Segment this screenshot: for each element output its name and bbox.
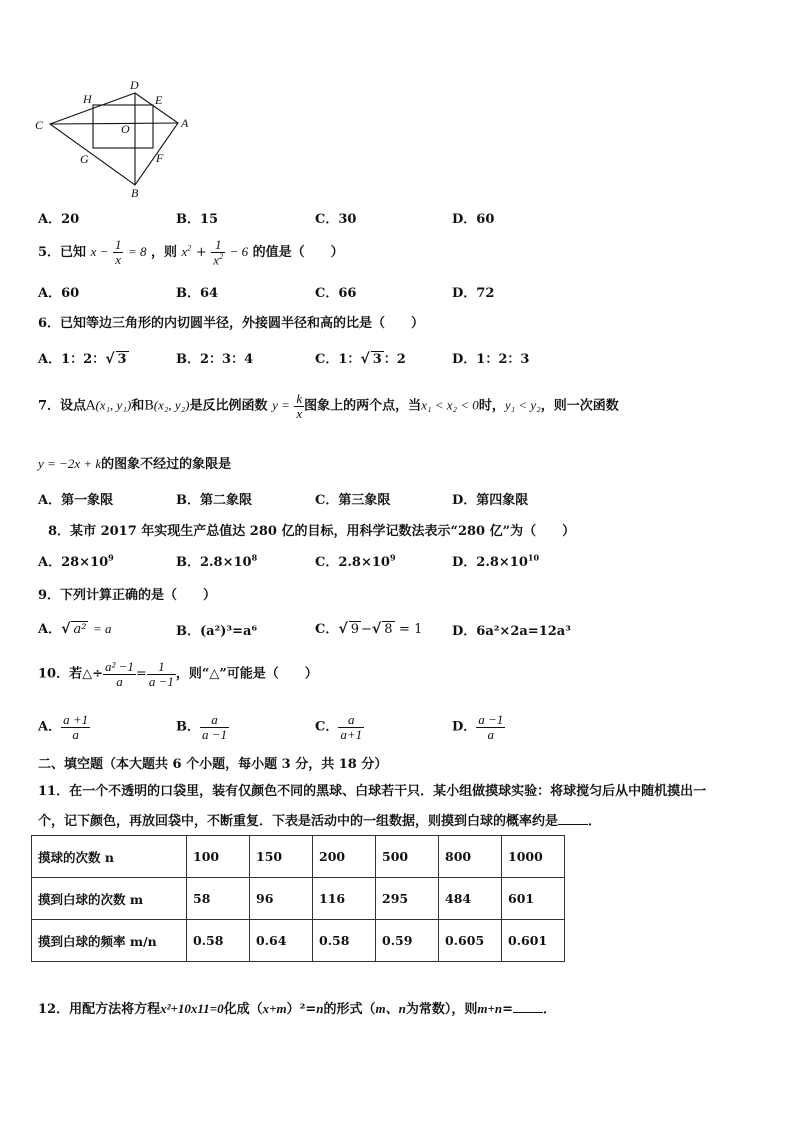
q8-stem: 8．某市 2017 年实现生产总值达 280 亿的目标，用科学记数法表示“280 亿”为（ ） (48, 524, 576, 539)
q9-a-pre: A． (38, 622, 62, 637)
q7-point-b: B (144, 398, 154, 414)
q7-cond1: x₁ < x₂ < 0 (421, 397, 479, 413)
q7-point-a-coords: (x₁, y₁) (95, 397, 132, 413)
q9-a-rad: a² (73, 622, 87, 637)
q10-option-c[interactable] (315, 713, 364, 741)
q9-option-a[interactable] (38, 618, 111, 637)
q5-eq2-frac (211, 238, 225, 267)
q9-c-mid: − (360, 622, 372, 637)
q12-vars: m、n (375, 1001, 406, 1016)
q12-mid2: ）²= (286, 1002, 317, 1017)
q5-prefix: 5．已知 (38, 244, 87, 260)
q8-option-c[interactable] (315, 551, 396, 570)
q12-stem (38, 998, 556, 1017)
q12-mid1: 化成（ (223, 1002, 263, 1017)
table-cell: 484 (439, 878, 502, 920)
sqrt-icon: √ (371, 621, 382, 637)
q7-t6: ，则一次函数 (540, 398, 619, 414)
q7-fn-left: y = (272, 397, 290, 413)
table-cell: 0.59 (376, 920, 439, 962)
q6-c-rad: 3 (372, 352, 382, 367)
q5-eq2-right: − 6 (229, 243, 249, 259)
label-G: G (80, 152, 89, 166)
q10-a-den: a (72, 726, 79, 742)
q12-form: x+m (262, 1001, 287, 1016)
q12-eq: x²+10x11=0 (160, 1001, 224, 1016)
sqrt-icon: √ (360, 351, 370, 367)
q8-b-base: B．2.8×10 (176, 555, 252, 570)
q4-option-a[interactable]: A．20 (38, 212, 80, 227)
q7-cond2: y₁ < y₂ (504, 397, 541, 413)
q5-eq2-var: x (181, 243, 188, 259)
q9-c-pre: C． (315, 622, 339, 637)
q12-mid3: 的形式（ (323, 1002, 376, 1017)
q7-line2-text: 的图象不经过的象限是 (101, 457, 232, 472)
table-cell: 150 (250, 836, 313, 878)
label-D: D (130, 78, 139, 92)
label-H: H (83, 92, 92, 106)
q6-option-d[interactable]: D．1：2：3 (452, 352, 530, 367)
q10-d-label: D． (452, 719, 477, 735)
q10-c-label: C． (315, 719, 339, 735)
q10-f1-den: a (116, 673, 123, 689)
q9-stem: 9．下列计算正确的是（ ） (38, 588, 217, 603)
q8-option-b[interactable] (176, 551, 257, 570)
q10-b-den: a −1 (202, 726, 228, 742)
table-cell: 295 (376, 878, 439, 920)
q7-stem-line2 (38, 453, 231, 472)
q10-f2-num: 1 (147, 660, 176, 675)
q5-option-a[interactable]: A．60 (38, 286, 80, 301)
table-cell: 摸到白球的次数 m (32, 878, 187, 920)
q5-stem (38, 238, 344, 267)
table-cell: 116 (313, 878, 376, 920)
q7-point-b-coords: (x₂, y₂) (153, 397, 190, 413)
q8-option-a[interactable] (38, 551, 114, 570)
q10-b-label: B． (176, 719, 200, 735)
q7-fn-num: k (296, 391, 303, 406)
table-cell: 500 (376, 836, 439, 878)
q4-option-c[interactable]: C．30 (315, 212, 357, 227)
q5-eq2-den: $x^2$ (213, 251, 224, 267)
diagonal-CA (50, 123, 178, 124)
table-cell: 96 (250, 878, 313, 920)
q12-pre: 12．用配方法将方程 (38, 1002, 161, 1017)
q5-option-c[interactable]: C．66 (315, 286, 357, 301)
q7-t3: 是反比例函数 (189, 398, 268, 414)
q7-option-d[interactable]: D．第四象限 (452, 493, 529, 508)
q10-stem (38, 660, 318, 688)
q5-eq2-den-var: x (213, 251, 220, 267)
q10-f2-den: a −1 (148, 673, 174, 689)
table-cell: 800 (439, 836, 502, 878)
q5-mid: ，则 (151, 244, 178, 260)
q5-eq1-right: = 8 (127, 243, 147, 259)
q10-b-frac (200, 713, 229, 741)
section-title: 二、填空题（本大题共 6 个小题，每小题 3 分，共 18 分） (38, 757, 388, 772)
q10-d-num: a −1 (478, 712, 504, 727)
q11-line2-end: ． (588, 814, 602, 829)
q4-option-d[interactable]: D．60 (452, 212, 495, 227)
q9-c-post: = 1 (399, 622, 423, 637)
q5-eq1-left: x − (90, 243, 109, 259)
q8-c-base: C．2.8×10 (315, 555, 390, 570)
q6-c-pre: C．1： (315, 352, 361, 367)
table-cell: 200 (313, 836, 376, 878)
q6-a-pre: A．1：2： (38, 352, 106, 367)
q8-d-exp: 10 (527, 552, 540, 563)
q10-option-b[interactable] (176, 713, 229, 741)
q10-c-den: a+1 (340, 726, 363, 742)
q7-line2-expr: y = −2x + k (38, 456, 102, 471)
q7-t1: 7．设点 (38, 398, 87, 414)
q6-option-b[interactable]: B．2：3：4 (176, 352, 254, 367)
q6-option-a[interactable] (38, 348, 129, 367)
q9-option-c[interactable] (315, 618, 422, 637)
q10-prefix: 10．若△÷ (38, 666, 103, 682)
label-F: F (156, 151, 164, 165)
q5-eq1-frac (113, 238, 124, 266)
table-cell: 0.601 (502, 920, 565, 962)
q5-suffix: 的值是（ ） (252, 244, 344, 260)
q6-stem: 6．已知等边三角形的内切圆半径，外接圆半径和高的比是（ ） (38, 316, 425, 331)
q7-option-a[interactable]: A．第一象限 (38, 493, 114, 508)
q5-eq2-left: $x^2$ (181, 243, 192, 259)
q7-fn-den: x (296, 405, 303, 421)
q7-point-a: A (86, 398, 96, 414)
table-cell: 0.58 (313, 920, 376, 962)
q10-c-num: a (338, 713, 364, 728)
q8-c-exp: 9 (389, 552, 396, 563)
q10-option-a[interactable] (38, 713, 90, 741)
label-C: C (35, 118, 44, 132)
q9-c-rad2: 8 (384, 622, 393, 637)
q7-t4: 图象上的两个点，当 (304, 398, 422, 414)
q10-suffix: ，则“△”可能是（ ） (175, 666, 318, 682)
q10-frac2 (147, 660, 176, 688)
q6-option-c[interactable] (315, 348, 406, 367)
table-cell: 58 (187, 878, 250, 920)
q10-eq: = (135, 666, 147, 682)
q5-eq1-den: x (115, 251, 122, 267)
q9-c-rad1: 9 (350, 622, 359, 637)
table-row (32, 836, 565, 878)
table-cell: 601 (502, 878, 565, 920)
q11-data-table (31, 835, 565, 962)
q7-option-c[interactable]: C．第三象限 (315, 493, 391, 508)
q10-a-num: a +1 (63, 712, 89, 727)
q9-a-post: = a (92, 621, 112, 636)
table-cell: 摸到白球的频率 m/n (32, 920, 187, 962)
q11-answer-blank[interactable] (558, 824, 588, 825)
q4-option-b[interactable]: B．15 (176, 212, 219, 227)
q5-option-b[interactable]: B．64 (176, 286, 219, 301)
table-row (32, 920, 565, 962)
q5-eq2-plus: + (195, 244, 207, 260)
q8-a-exp: 9 (108, 552, 114, 563)
q10-a-frac (61, 713, 90, 741)
q11-stem-line2 (38, 810, 601, 829)
sqrt-icon: √ (338, 621, 348, 637)
q8-d-base: D．2.8×10 (452, 555, 528, 570)
q11-line2-text: 个，记下颜色，再放回袋中，不断重复．下表是活动中的一组数据，则摸到白球的概率约是 (38, 814, 559, 829)
q10-frac1 (103, 660, 136, 688)
table-cell: 0.58 (187, 920, 250, 962)
q5-eq2-num: 1 (211, 238, 225, 253)
table-cell: 0.64 (250, 920, 313, 962)
q10-option-d[interactable] (452, 713, 505, 741)
q12-n: n (316, 1001, 324, 1016)
q12-answer-blank[interactable] (513, 1012, 543, 1013)
q12-mid4: 为常数），则 (405, 1002, 478, 1017)
q11-stem-line1: 11．在一个不透明的口袋里，装有仅颜色不同的黑球、白球若干只．某小组做摸球实验：将球搅匀后从中随机摸出一 (38, 784, 707, 799)
label-B: B (131, 186, 139, 200)
table-cell: 摸球的次数 n (32, 836, 187, 878)
q10-d-frac (476, 713, 505, 741)
q9-option-d[interactable]: D．6a²×2a=12a³ (452, 624, 571, 639)
table-row (32, 878, 565, 920)
table-cell: 0.605 (439, 920, 502, 962)
q10-f1-num: a² −1 (104, 659, 134, 674)
q7-t2: 和 (131, 398, 145, 414)
q8-a-base: A．28×10 (38, 555, 109, 570)
q9-option-b[interactable]: B．(a²)³=a⁶ (176, 624, 258, 639)
q12-mid5: = (502, 1002, 513, 1017)
label-E: E (155, 93, 163, 107)
sqrt-icon: √ (61, 621, 71, 637)
q12-sum: m+n (477, 1001, 503, 1016)
label-O: O (121, 122, 130, 136)
q5-eq1-num: 1 (114, 237, 122, 253)
q10-a-label: A． (38, 719, 62, 735)
q12-end: ． (543, 1002, 557, 1017)
q8-option-d[interactable] (452, 551, 539, 570)
q8-b-exp: 8 (251, 552, 258, 563)
q6-c-post: ：2 (383, 352, 406, 367)
q7-fn-frac (294, 392, 304, 420)
q7-t5: 时， (478, 398, 505, 414)
q7-stem-line1 (38, 392, 619, 420)
table-cell: 1000 (502, 836, 565, 878)
label-A: A (181, 116, 189, 130)
q10-b-num: a (200, 713, 229, 728)
geometry-figure (30, 75, 200, 200)
q5-option-d[interactable]: D．72 (452, 286, 495, 301)
q10-d-den: a (487, 726, 495, 742)
q6-a-rad: 3 (117, 352, 127, 367)
table-cell: 100 (187, 836, 250, 878)
sqrt-icon: √ (105, 351, 115, 367)
q10-c-frac (338, 713, 364, 741)
q7-option-b[interactable]: B．第二象限 (176, 493, 252, 508)
